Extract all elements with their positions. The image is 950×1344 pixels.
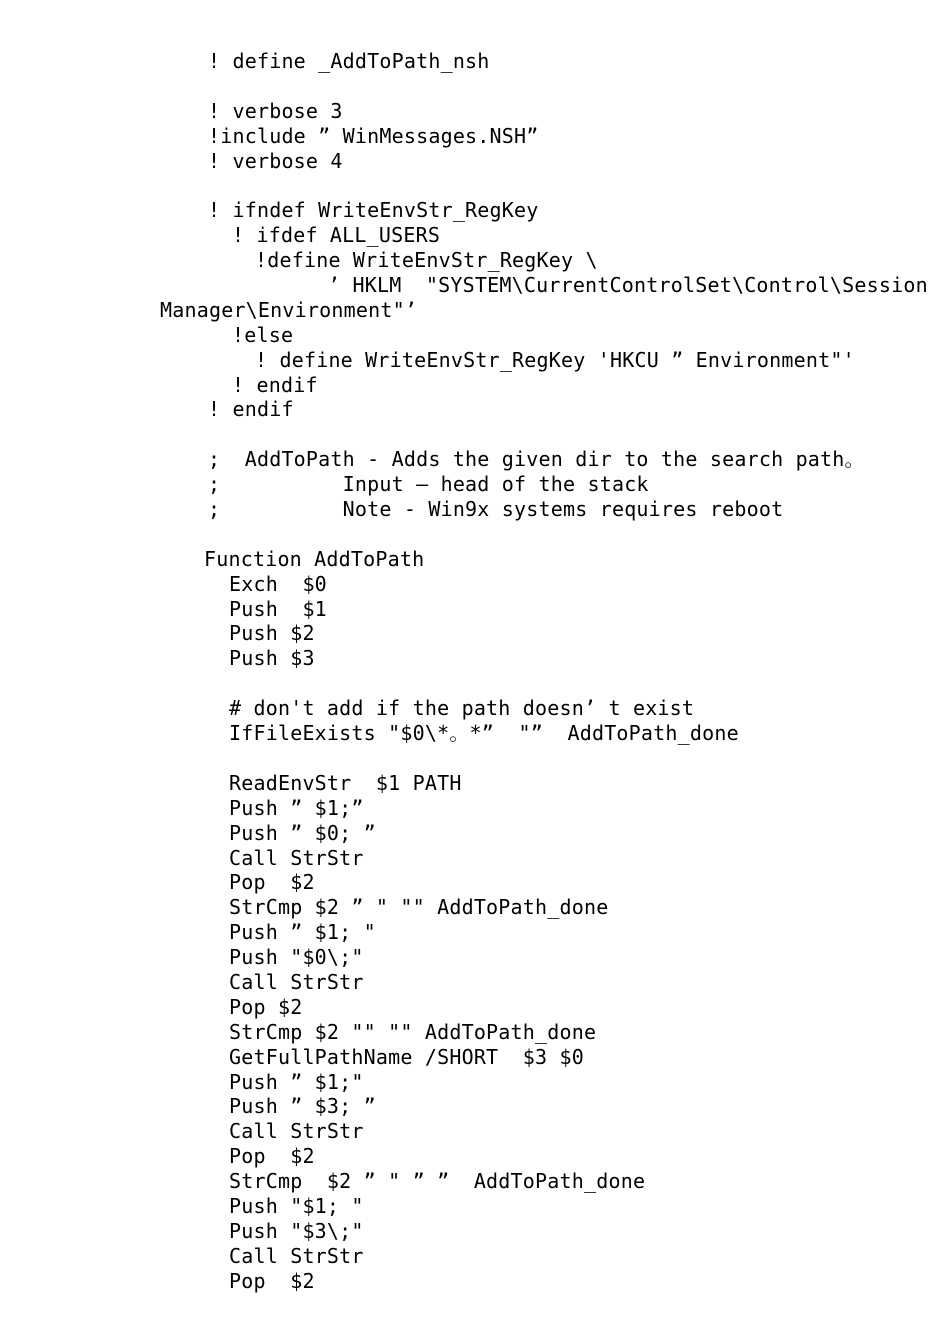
code-listing	[0, 49, 950, 1294]
code-line: StrCmp $2 "" "" AddToPath_done	[229, 1019, 597, 1044]
code-line: Call StrStr	[229, 845, 364, 870]
blank-line	[0, 173, 950, 198]
code-line: Exch $0	[229, 571, 327, 596]
code-line: ReadEnvStr $1 PATH	[229, 770, 462, 795]
code-line: Push "$3\;"	[229, 1218, 364, 1243]
code-line: StrCmp $2 ” " ” ” AddToPath_done	[229, 1169, 646, 1194]
code-line: Call StrStr	[229, 1119, 364, 1144]
code-line: Push ” $1; "	[229, 920, 376, 945]
code-line: Pop $2	[229, 1268, 315, 1293]
code-line: ’ HKLM "SYSTEM\CurrentControlSet\Control\Session	[328, 273, 928, 298]
code-line: !else	[232, 322, 294, 347]
code-line: ; Note - Win9x systems requires reboot	[208, 497, 784, 522]
code-line: ! define WriteEnvStr_RegKey 'HKCU ” Environment"'	[255, 347, 855, 372]
code-line: Manager\Environment"’	[160, 297, 418, 322]
code-line: ! verbose 4	[208, 148, 343, 173]
code-line: ! ifdef ALL_USERS	[232, 223, 441, 248]
code-line: ! define _AddToPath_nsh	[208, 49, 490, 73]
code-line: Pop $2	[229, 870, 315, 895]
code-line: ! endif	[208, 397, 294, 422]
code-line: !define WriteEnvStr_RegKey \	[255, 248, 598, 273]
code-line: # don't add if the path doesn’ t exist	[229, 696, 695, 721]
code-line: ! endif	[232, 372, 318, 397]
code-line: StrCmp $2 ” " "" AddToPath_done	[229, 895, 609, 920]
blank-line	[0, 522, 950, 547]
code-line: Push ” $0; ”	[229, 820, 376, 845]
blank-line	[0, 746, 950, 771]
code-line: Push $1	[229, 596, 327, 621]
code-line: ! ifndef WriteEnvStr_RegKey	[208, 198, 539, 223]
code-line: IfFileExists "$0\*。*” "” AddToPath_done	[229, 721, 739, 746]
blank-line	[0, 74, 950, 99]
code-line: Call StrStr	[229, 969, 364, 994]
code-line: ; Input — head of the stack	[208, 472, 649, 497]
code-line: Call StrStr	[229, 1243, 364, 1268]
code-line: ; AddToPath - Adds the given dir to the search path。	[208, 447, 865, 472]
code-line: ! verbose 3	[208, 98, 343, 123]
code-line: Push $2	[229, 621, 315, 646]
code-line: !include ” WinMessages.NSH”	[208, 123, 539, 148]
blank-line	[0, 671, 950, 696]
blank-line	[0, 422, 950, 447]
code-line: GetFullPathName /SHORT $3 $0	[229, 1044, 584, 1069]
code-line: Push ” $1;”	[229, 795, 364, 820]
code-line: Push ” $1;"	[229, 1069, 364, 1094]
code-line: Push ” $3; ”	[229, 1094, 376, 1119]
code-line: Push "$0\;"	[229, 945, 364, 970]
code-line: Function AddToPath	[204, 546, 425, 571]
code-line: Pop $2	[229, 994, 303, 1019]
code-line: Push "$1; "	[229, 1193, 364, 1218]
code-line: Pop $2	[229, 1144, 315, 1169]
code-line: Push $3	[229, 646, 315, 671]
